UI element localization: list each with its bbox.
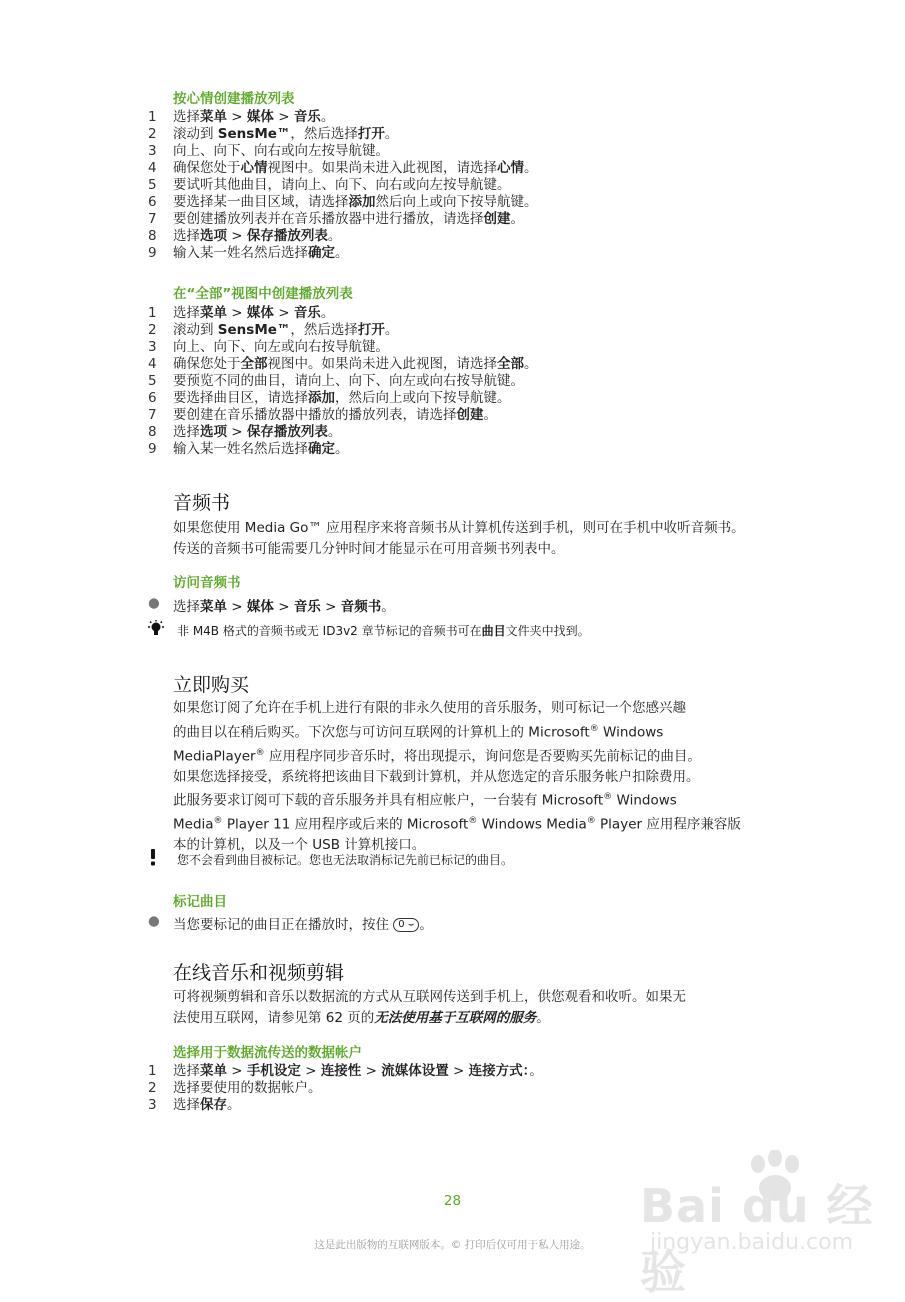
step-number: 8 (148, 424, 157, 440)
mood-playlist-title: 按心情创建播放列表 (173, 91, 295, 107)
text-segment: SensMe™ (217, 126, 291, 142)
text-segment: 要创建播放列表并在音乐播放器中进行播放，请选择 (173, 211, 484, 227)
step-text (173, 424, 341, 441)
text-segment: 如果您选择接受，系统将把该曲目下载到计算机，并从您选定的音乐服务帐户扣除费用。 (173, 768, 700, 785)
step-text (173, 160, 538, 177)
text-segment: Windows (598, 724, 664, 740)
step-text (173, 373, 524, 390)
text-segment: 。 (335, 441, 349, 457)
step-number: 9 (148, 245, 157, 261)
step-text (173, 177, 511, 194)
text-segment: 菜单 (200, 599, 227, 615)
text-segment: 保存 (200, 1097, 227, 1113)
text-segment: ® (213, 816, 223, 826)
step-number: 2 (148, 1080, 157, 1096)
access-audiobooks-title: 访问音频书 (173, 575, 241, 591)
baidu-watermark (640, 1150, 880, 1299)
text-segment: > (227, 424, 247, 440)
step-text (173, 1097, 241, 1114)
text-segment: 本的计算机，以及一个 USB 计算机接口。 (173, 837, 426, 853)
text-segment: MediaPlayer (173, 748, 256, 764)
text-segment: 连接性 (320, 1063, 362, 1079)
mark-track-end: 。 (419, 917, 433, 933)
step-text (173, 1080, 322, 1097)
text-segment: 法使用互联网，请参见第 62 页的 (173, 1009, 375, 1026)
text-segment: 创建 (483, 211, 511, 227)
text-segment: 。 (335, 245, 349, 261)
step-number: 3 (148, 143, 157, 159)
text-segment: 滚动到 (173, 126, 218, 142)
text-segment: 。 (524, 356, 538, 372)
watermark-url: jingyan.baidu.com (650, 1230, 854, 1255)
text-segment: 保存播放列表 (246, 424, 328, 440)
step-text (173, 441, 349, 458)
text-segment: 创建 (456, 407, 484, 423)
exclamation-icon (145, 849, 167, 867)
text-segment: 全部 (240, 356, 268, 372)
step-text (173, 1063, 543, 1080)
lightbulb-icon (145, 620, 167, 638)
text-segment: 选择要使用的数据帐户。 (173, 1080, 322, 1096)
paragraph-line (173, 743, 758, 767)
text-segment: 菜单 (200, 305, 227, 321)
text-segment: 应用程序同步音乐时，将出现提示，询问您是否要购买先前标记的曲目。 (264, 748, 701, 764)
step-number: 5 (148, 373, 157, 389)
step-number: 2 (148, 322, 157, 338)
mark-track-title: 标记曲目 (173, 894, 227, 910)
step-number: 8 (148, 228, 157, 244)
text-segment: Windows Media (477, 816, 587, 833)
audiobooks-paragraph: 如果您使用 Media Go™ 应用程序来将音频书从计算机传送到手机，则可在手机中收听音频书。传送的音频书可能需要几分钟时间才能显示在可用音频书列表中。 (173, 520, 745, 557)
text-segment: > (227, 305, 247, 321)
step-text (173, 143, 389, 160)
text-segment: 菜单 (200, 1063, 227, 1079)
bullet-dot: ● (148, 595, 160, 611)
step-text (173, 126, 398, 143)
text-segment: 确定 (308, 245, 335, 261)
text-segment: Media (173, 816, 214, 833)
step-text (173, 322, 398, 339)
text-segment: ® (468, 816, 478, 826)
text-segment: 输入某一姓名然后选择 (173, 245, 308, 261)
mark-track-text: 当您要标记的曲目正在播放时，按住 (173, 917, 394, 933)
text-segment: 。 (536, 1009, 550, 1026)
text-segment: 选项 (200, 228, 227, 244)
text-segment: 。 (529, 1063, 543, 1079)
text-segment: 。 (327, 228, 342, 244)
text-segment: ® (589, 723, 599, 734)
tip-text (177, 622, 590, 639)
text-segment: 要选择曲目区，请选择 (173, 390, 308, 406)
text-segment: > (227, 1063, 247, 1079)
step-text (173, 390, 511, 407)
step-number: 1 (148, 109, 157, 125)
text-segment: 添加 (308, 390, 335, 406)
text-segment: 心情 (240, 160, 268, 176)
warning-text: 您不会看到曲目被标记。您也无法取消标记先前已标记的曲目。 (177, 853, 514, 867)
text-segment: > (273, 109, 294, 125)
text-segment: 选择 (173, 109, 200, 125)
text-segment: 要预览不同的曲目，请向上、向下、向左或向右按导航键。 (173, 373, 524, 389)
text-segment: ® (603, 792, 613, 802)
step-number: 4 (148, 356, 157, 372)
text-segment: > (227, 109, 247, 125)
text-segment: 可将视频剪辑和音乐以数据流的方式从互联网传送到手机上，供您观看和收听。如果无 (173, 989, 686, 1005)
text-segment: 音乐 (293, 305, 321, 321)
text-segment: 媒体 (246, 305, 274, 321)
text-segment: 手机设定 (246, 1063, 301, 1079)
step-text (173, 305, 334, 322)
text-segment: 视图中。如果尚未进入此视图，请选择 (267, 160, 497, 176)
text-segment: Windows (612, 792, 677, 809)
text-segment: Player 应用程序兼容版 (595, 816, 741, 833)
text-segment: 选择 (173, 1063, 200, 1079)
text-segment: ® (255, 747, 265, 758)
step-number: 2 (148, 126, 157, 142)
step-text (173, 407, 497, 424)
text-segment: > (448, 1063, 469, 1079)
text-segment: > (273, 305, 294, 321)
footer-note: 这是此出版物的互联网版本。© 打印后仅可用于私人用途。 (314, 1239, 591, 1251)
text-segment: 。 (327, 424, 342, 440)
text-segment: 。 (381, 599, 395, 615)
step-number: 3 (148, 339, 157, 355)
text-segment: 。 (483, 407, 497, 423)
text-segment: 打开 (357, 126, 385, 142)
text-segment: 。 (524, 160, 538, 176)
text-segment: 全部 (497, 356, 524, 372)
text-segment: 音乐 (293, 599, 321, 615)
text-segment: 非 M4B 格式的音频书或无 ID3v2 章节标记的音频书可在 (177, 624, 482, 638)
step-number: 7 (148, 407, 157, 423)
text-segment: 无法使用基于互联网的服务 (374, 1009, 537, 1026)
text-segment: 选择 (173, 599, 200, 615)
step-number: 5 (148, 177, 157, 193)
text-segment: 选择 (173, 424, 200, 440)
text-segment: > (361, 1063, 382, 1079)
text-segment: 然后向上或向下按导航键。 (375, 194, 538, 210)
step-text (173, 245, 349, 262)
text-segment: 。 (320, 109, 335, 125)
online-heading: 在线音乐和视频剪辑 (173, 962, 345, 984)
text-segment: > (300, 1063, 321, 1079)
step-text (173, 194, 538, 211)
step-number: 6 (148, 194, 157, 210)
text-segment: 媒体 (246, 599, 274, 615)
buy-now-paragraph (173, 698, 758, 856)
paragraph-line (173, 719, 758, 743)
data-account-title: 选择用于数据流传送的数据帐户 (173, 1045, 362, 1061)
text-segment: 向上、向下、向左或向右按导航键。 (173, 339, 389, 355)
step-number: 7 (148, 211, 157, 227)
text-segment: 。 (384, 322, 399, 338)
text-segment: > (227, 599, 247, 615)
text-segment: 文件夹中找到。 (505, 624, 590, 638)
text-segment: Player 11 应用程序或后来的 Microsoft (222, 816, 469, 833)
step-text (173, 211, 524, 228)
text-segment: 菜单 (200, 109, 227, 125)
step-text (173, 356, 538, 373)
step-text (173, 228, 341, 245)
text-segment: 要创建在音乐播放器中播放的播放列表，请选择 (173, 407, 457, 423)
watermark-brand: Bai du 经验 (640, 1179, 874, 1299)
text-segment: 音频书 (340, 599, 382, 615)
text-segment: 音乐 (293, 109, 321, 125)
text-segment: 如果您订阅了允许在手机上进行有限的非永久使用的音乐服务，则可标记一个您感兴趣 (173, 700, 686, 716)
text-segment: 确保您处于 (173, 356, 241, 372)
text-segment: 心情 (497, 160, 524, 176)
paragraph-line (173, 987, 758, 1008)
text-segment: 输入某一姓名然后选择 (173, 441, 308, 457)
text-segment: 连接方式： (468, 1063, 530, 1079)
text-segment: 向上、向下、向右或向左按导航键。 (173, 143, 389, 159)
text-segment: 确保您处于 (173, 160, 241, 176)
text-segment: 保存播放列表 (246, 228, 328, 244)
text-segment: 视图中。如果尚未进入此视图，请选择 (267, 356, 497, 372)
text-segment: ，然后向上或向下按导航键。 (335, 390, 511, 406)
step-number: 1 (148, 1063, 157, 1079)
text-segment: 此服务要求订阅可下载的音乐服务并具有相应帐户，一台装有 Microsoft (173, 792, 604, 809)
text-segment: > (320, 599, 341, 615)
audiobooks-heading: 音频书 (173, 492, 231, 514)
page-number: 28 (443, 1193, 462, 1209)
text-segment: 要试听其他曲目，请向上、向下、向右或向左按导航键。 (173, 177, 511, 193)
text-segment: > (273, 599, 294, 615)
step-number: 1 (148, 305, 157, 321)
text-segment: 滚动到 (173, 322, 218, 338)
text-segment: 。 (510, 211, 524, 227)
text-segment: 流媒体设置 (381, 1063, 449, 1079)
bullet-dot: ● (148, 913, 160, 929)
step-number: 4 (148, 160, 157, 176)
paragraph-line (173, 1008, 758, 1029)
text-segment: 曲目 (481, 624, 506, 638)
buy-now-heading: 立即购买 (173, 674, 250, 696)
step-number: 6 (148, 390, 157, 406)
text-segment: 选择 (173, 1097, 200, 1113)
text-segment: 确定 (308, 441, 335, 457)
text-segment: SensMe™ (217, 322, 291, 338)
text-segment: 打开 (357, 322, 385, 338)
all-playlist-title: 在“全部”视图中创建播放列表 (173, 286, 353, 302)
text-segment: 的曲目以在稍后购买。下次您与可访问互联网的计算机上的 Microsoft (173, 724, 590, 740)
paragraph-line (173, 698, 758, 719)
text-segment: 添加 (348, 194, 376, 210)
text-segment: 选项 (200, 424, 227, 440)
text-segment: ，然后选择 (290, 126, 358, 142)
step-number: 9 (148, 441, 157, 457)
step-number: 3 (148, 1097, 157, 1113)
text-segment: ® (586, 816, 596, 826)
step-text (173, 339, 389, 356)
online-paragraph (173, 987, 758, 1028)
paragraph-line (173, 811, 758, 835)
text-segment: 。 (320, 305, 335, 321)
text-segment: 。 (384, 126, 399, 142)
text-segment: 媒体 (246, 109, 274, 125)
paragraph-line (173, 767, 758, 788)
text-segment: > (227, 228, 247, 244)
text-segment: 。 (227, 1097, 241, 1113)
bullet-text (173, 595, 395, 615)
text-segment: 要选择某一曲目区域，请选择 (173, 194, 349, 210)
text-segment: ，然后选择 (290, 322, 358, 338)
step-text (173, 109, 334, 126)
text-segment: 选择 (173, 305, 200, 321)
text-segment: 选择 (173, 228, 200, 244)
zero-key-icon: 0 ⌣ (393, 918, 419, 932)
paragraph-line (173, 787, 758, 811)
